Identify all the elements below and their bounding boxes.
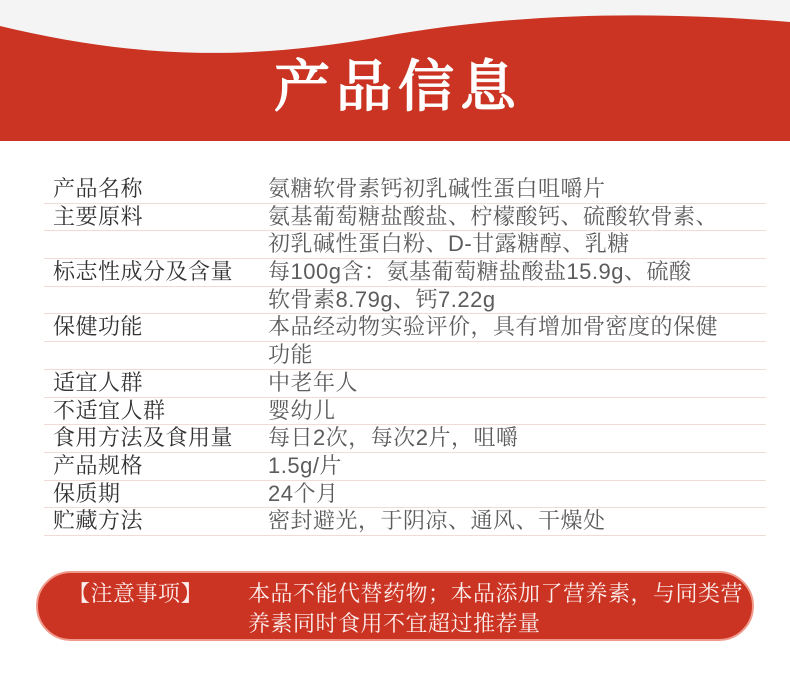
notice-line: 养素同时食用不宜超过推荐量 <box>248 611 541 636</box>
row-value: 本品经动物实验评价，具有增加骨密度的保健 <box>268 314 719 340</box>
row-value: 1.5g/片 <box>268 452 342 478</box>
row-value: 每日2次，每次2片，咀嚼 <box>268 425 519 451</box>
notice-label: 【注意事项】 <box>68 581 204 606</box>
row-value: 中老年人 <box>268 369 359 395</box>
row-value: 初乳碱性蛋白粉、D-甘露糖醇、乳糖 <box>268 231 630 257</box>
table-row <box>44 370 766 398</box>
table-row <box>44 453 766 481</box>
row-value: 婴幼儿 <box>268 397 336 423</box>
table-row <box>44 259 766 287</box>
row-label: 适宜人群 <box>53 369 144 395</box>
row-label: 不适宜人群 <box>53 397 166 423</box>
row-value: 密封避光，于阴凉、通风、干燥处 <box>268 508 606 534</box>
row-label: 贮藏方法 <box>53 508 144 534</box>
row-label: 食用方法及食用量 <box>53 425 234 451</box>
table-row <box>44 398 766 426</box>
page-title: 产品信息 <box>274 55 522 118</box>
table-row-continuation <box>44 231 766 259</box>
row-label: 产品规格 <box>53 452 144 478</box>
table-row-continuation <box>44 342 766 370</box>
row-label-empty <box>44 287 268 314</box>
notice-line: 本品不能代替药物；本品添加了营养素，与同类营 <box>248 581 744 606</box>
notice-text <box>248 579 743 639</box>
row-value: 每100g含：氨基葡萄糖盐酸盐15.9g、硫酸 <box>268 259 692 285</box>
row-label: 保质期 <box>53 480 121 506</box>
row-label: 产品名称 <box>53 176 144 201</box>
table-row <box>44 204 766 232</box>
row-label: 保健功能 <box>53 314 144 340</box>
table-row <box>44 481 766 509</box>
header-banner <box>0 0 790 141</box>
row-value: 24个月 <box>268 480 339 506</box>
row-value: 功能 <box>268 342 314 368</box>
table-row <box>44 508 766 536</box>
row-label-empty <box>44 231 268 258</box>
notice-box <box>36 571 754 641</box>
row-label: 主要原料 <box>53 203 144 229</box>
table-row-continuation <box>44 287 766 315</box>
table-row <box>44 314 766 342</box>
row-value: 软骨素8.79g、钙7.22g <box>268 286 496 312</box>
product-table <box>44 176 766 536</box>
row-label: 标志性成分及含量 <box>53 259 234 285</box>
row-value: 氨糖软骨素钙初乳碱性蛋白咀嚼片 <box>268 176 606 201</box>
table-row <box>44 425 766 453</box>
table-row <box>44 176 766 204</box>
row-value: 氨基葡萄糖盐酸盐、柠檬酸钙、硫酸软骨素、 <box>268 203 719 229</box>
row-label-empty <box>44 342 268 369</box>
